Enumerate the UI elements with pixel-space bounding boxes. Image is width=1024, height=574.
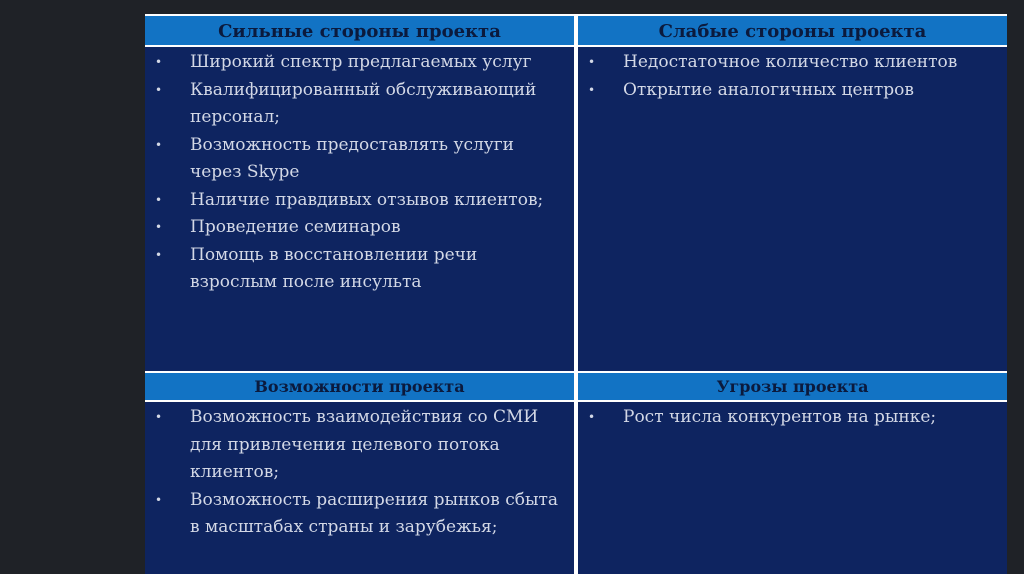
weaknesses-quadrant bbox=[578, 14, 1007, 371]
strengths-header: Сильные стороны проекта bbox=[145, 14, 574, 47]
bullet-icon: • bbox=[155, 55, 163, 69]
weaknesses-header: Слабые стороны проекта bbox=[578, 14, 1007, 47]
weaknesses-list bbox=[578, 47, 1007, 104]
bullet-icon: • bbox=[155, 82, 163, 97]
list-item-text: Наличие правдивых отзывов клиентов; bbox=[190, 189, 544, 210]
list-item bbox=[145, 187, 574, 215]
bullet-icon: • bbox=[588, 82, 596, 97]
list-item bbox=[145, 487, 574, 542]
list-item-text: Широкий спектр предлагаемых услуг bbox=[190, 52, 532, 72]
list-item bbox=[145, 242, 574, 297]
list-item-text: Возможность расширения рынков сбыта в масштабах страны и зарубежья; bbox=[190, 489, 559, 537]
list-item bbox=[145, 132, 574, 187]
list-item-text: Квалифицированный обслуживающий персонал; bbox=[190, 79, 537, 127]
list-item-text: Помощь в восстановлении речи взрослым после инсульта bbox=[190, 244, 478, 292]
list-item-text: Рост числа конкурентов на рынке; bbox=[623, 407, 937, 427]
bullet-icon: • bbox=[155, 410, 163, 424]
opportunities-list bbox=[145, 402, 574, 542]
strengths-list bbox=[145, 47, 574, 297]
list-item-text: Недостаточное количество клиентов bbox=[623, 52, 958, 72]
threats-header: Угрозы проекта bbox=[578, 371, 1007, 402]
threats-list bbox=[578, 402, 1007, 432]
bullet-icon: • bbox=[155, 220, 163, 234]
list-item bbox=[578, 404, 1007, 432]
swot-table bbox=[145, 14, 1007, 574]
list-item bbox=[145, 49, 574, 77]
list-item bbox=[145, 214, 574, 242]
list-item-text: Открытие аналогичных центров bbox=[623, 79, 914, 100]
list-item-text: Проведение семинаров bbox=[190, 217, 401, 237]
list-item-text: Возможность предоставлять услуги через Skype bbox=[190, 134, 515, 182]
opportunities-header: Возможности проекта bbox=[145, 371, 574, 402]
list-item bbox=[145, 404, 574, 487]
vertical-divider bbox=[574, 14, 578, 574]
list-item bbox=[578, 77, 1007, 105]
bullet-icon: • bbox=[155, 192, 163, 207]
bullet-icon: • bbox=[588, 55, 596, 69]
list-item bbox=[145, 77, 574, 132]
bullet-icon: • bbox=[155, 492, 163, 507]
bullet-icon: • bbox=[155, 137, 163, 152]
bullet-icon: • bbox=[155, 247, 163, 262]
list-item-text: Возможность взаимодействия со СМИ для привлечения целевого потока клиентов; bbox=[190, 407, 539, 482]
bullet-icon: • bbox=[588, 410, 596, 424]
strengths-quadrant bbox=[145, 14, 574, 371]
threats-quadrant bbox=[578, 371, 1007, 574]
opportunities-quadrant bbox=[145, 371, 574, 574]
list-item bbox=[578, 49, 1007, 77]
